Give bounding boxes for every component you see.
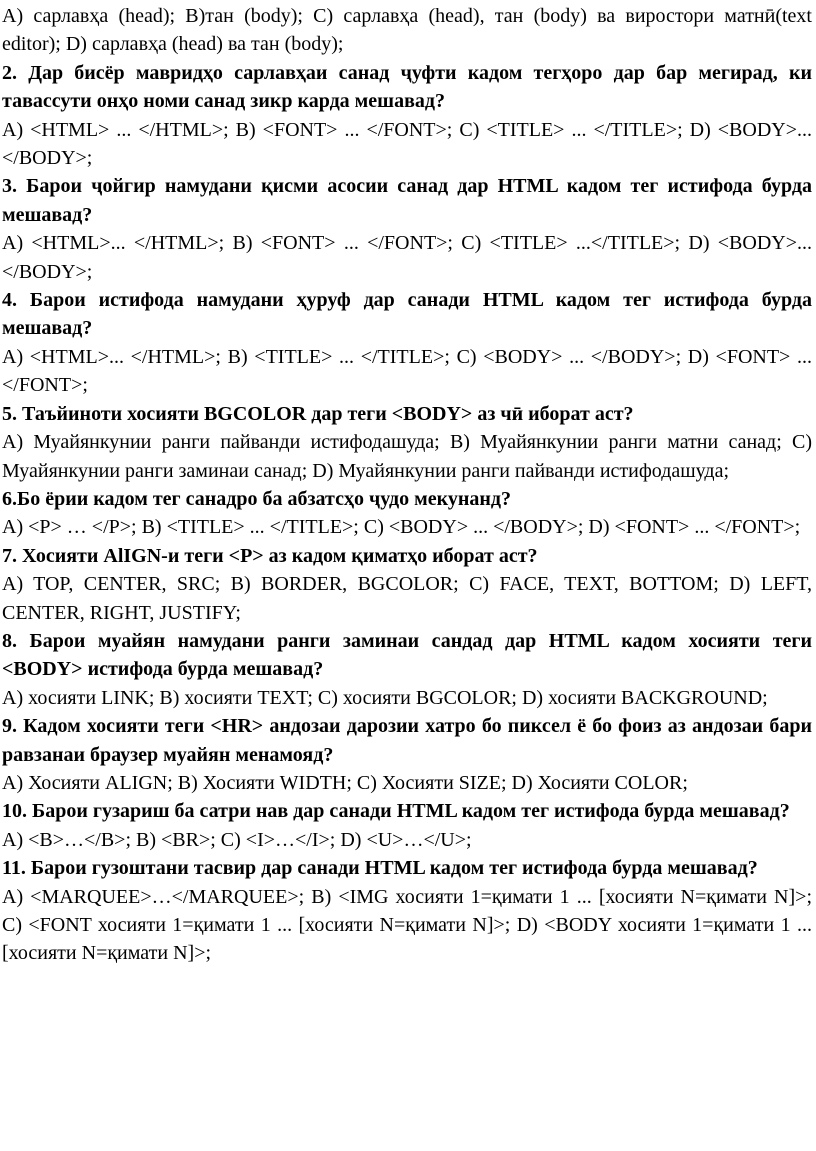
answer-options-q2: A) <HTML> ... </HTML>; B) <FONT> ... </FONT>; C) <TITLE> ... </TITLE>; D) <BODY>... </BODY>; xyxy=(2,118,812,170)
answer-options-q7: A) TOP, CENTER, SRC; B) BORDER, BGCOLOR; C) FACE, TEXT, BOTTOM; D) LEFT, CENTER, RIGHT, JUSTIFY; xyxy=(2,573,812,624)
question-7: 7. Хосияти AlIGN-и теги <P> аз кадом қиматҳо иборат аст? xyxy=(2,544,538,567)
answer-options-q8: A) хосияти LINK; B) хосияти TEXT; C) хосияти BGCOLOR; D) хосияти BACKGROUND; xyxy=(2,686,768,709)
answer-options-q1: A) сарлавҳа (head); B)тан (body); C) сарлавҳа (head), тан (body) ва виростори матнӣ(text editor); D) сарлавҳа (head) ва тан (body); xyxy=(2,5,812,56)
question-6: 6.Бо ёрии кадом тег санадро ба абзатсҳо ҷудо мекунанд? xyxy=(2,487,512,510)
answer-options-q3: A) <HTML>... </HTML>; B) <FONT> ... </FONT>; C) <TITLE> ...</TITLE>; D) <BODY>... </BODY>; xyxy=(2,232,812,283)
question-5: 5. Таъйиноти хосияти BGCOLOR дар теги <BODY> аз чӣ иборат аст? xyxy=(2,402,634,425)
answer-options-q9: A) Хосияти ALIGN; B) Хосияти WIDTH; C) Хосияти SIZE; D) Хосияти COLOR; xyxy=(2,771,688,794)
question-2: 2. Дар бисёр мавридҳо сарлавҳаи санад ҷуфти кадом тегҳоро дар бар мегирад, ки тавассути онҳо номи санад зикр карда мешавад? xyxy=(2,61,812,113)
question-11: 11. Барои гузоштани тасвир дар санади HTML кадом тег истифода бурда мешавад? xyxy=(2,857,758,880)
question-3: 3. Барои ҷойгир намудани қисми асосии санад дар HTML кадом тег истифода бурда мешавад? xyxy=(2,175,812,226)
question-8: 8. Барои муайян намудани ранги заминаи сандад дар HTML кадом хосияти теги <BODY> истифода бурда мешавад? xyxy=(2,629,812,681)
question-9: 9. Кадом хосияти теги <HR> андозаи дарозии хатро бо пиксел ё бо фоиз аз андозаи бари равзанаи браузер муайян менамояд? xyxy=(2,715,812,766)
answer-options-q10: A) <B>…</B>; B) <BR>; C) <I>…</I>; D) <U>…</U>; xyxy=(2,828,472,851)
answer-options-q6: A) <P> … </P>; B) <TITLE> ... </TITLE>; C) <BODY> ... </BODY>; D) <FONT> ... </FONT>; xyxy=(2,516,801,539)
question-10: 10. Барои гузариш ба сатри нав дар санади HTML кадом тег истифода бурда мешавад? xyxy=(2,800,790,823)
answer-options-q5: A) Муайянкунии ранги пайванди истифодашуда; B) Муайянкунии ранги матни санад; C) Муайянкунии ранги заминаи санад; D) Муайянкунии ранги пайванди истифодашуда; xyxy=(2,431,812,482)
answer-options-q4: A) <HTML>... </HTML>; B) <TITLE> ... </TITLE>; C) <BODY> ... </BODY>; D) <FONT> ... </FONT>; xyxy=(2,345,812,397)
question-4: 4. Барои истифода намудани ҳуруф дар санади HTML кадом тег истифода бурда мешавад? xyxy=(2,289,812,340)
answer-options-q11: A) <MARQUEE>…</MARQUEE>; B) <IMG хосияти 1=қимати 1 ... [хосияти N=қимати N]>; C) <FONT хосияти 1=қимати 1 ... [хосияти N=қимати N]>; D) <BODY хосияти 1=қимати 1 ... [хосияти N=қимати N]>; xyxy=(2,885,812,965)
